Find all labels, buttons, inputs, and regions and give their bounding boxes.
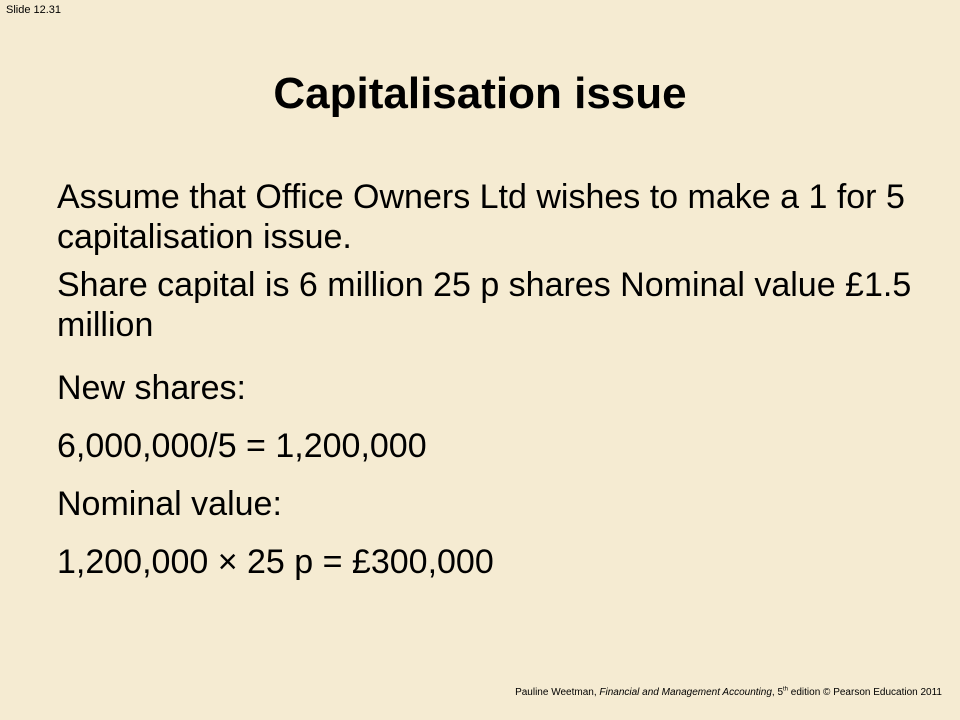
footer-citation — [515, 687, 942, 699]
footer-edition-superscript: th — [783, 686, 789, 693]
footer-publisher: edition © Pearson Education 2011 — [788, 687, 942, 698]
body-paragraph-share-capital: Share capital is 6 million 25 p shares Nominal value £1.5 million — [57, 266, 912, 344]
footer-book-title: Financial and Management Accounting — [599, 687, 772, 698]
footer-author: Pauline Weetman, — [515, 687, 600, 698]
slide-number: Slide 12.31 — [6, 4, 62, 16]
body-paragraph-new-shares-label: New shares: — [57, 369, 246, 407]
footer-edition: , 5 — [771, 687, 784, 698]
slide-body — [57, 177, 917, 582]
body-paragraph-nominal-value-label: Nominal value: — [57, 485, 282, 523]
body-paragraph-nominal-value-calc: 1,200,000 × 25 p = £300,000 — [57, 543, 494, 581]
slide-title: Capitalisation issue — [273, 69, 687, 118]
body-paragraph-new-shares-calc: 6,000,000/5 = 1,200,000 — [57, 427, 427, 465]
body-paragraph-assumption: Assume that Office Owners Ltd wishes to make a 1 for 5 capitalisation issue. — [57, 178, 905, 256]
